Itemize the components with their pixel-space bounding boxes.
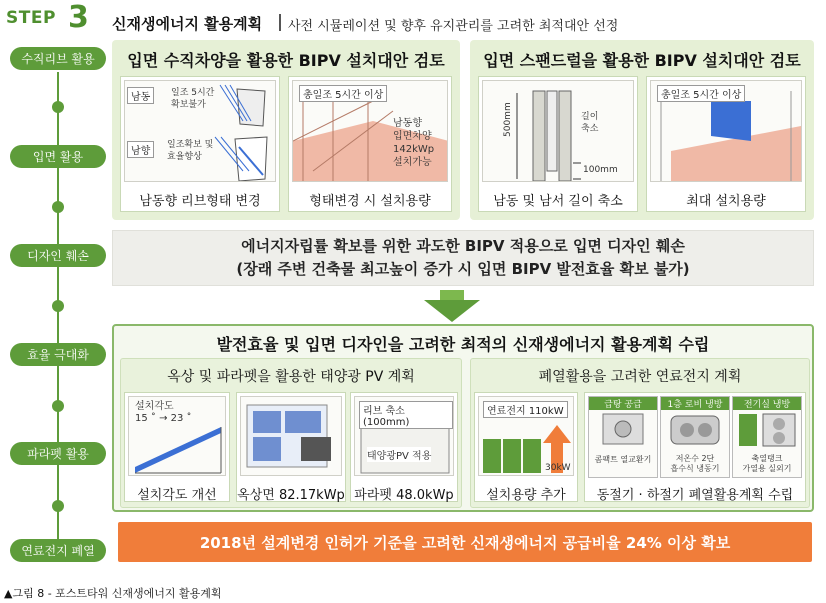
timeline-dot xyxy=(52,300,64,312)
timeline-dot xyxy=(52,500,64,512)
note-142kwp: 남동향 입면차양 142kWp 설치가능 xyxy=(393,118,435,168)
caption-max-capacity: 최대 설치용량 xyxy=(686,194,766,209)
item-desc: 축열탱크 가열용 실외기 xyxy=(742,454,792,473)
caption-fuelcell-capacity: 설치용량 추가 xyxy=(486,488,566,503)
outdoor-unit-icon xyxy=(733,410,801,450)
roof-diagram xyxy=(240,396,342,476)
waste-heat-item-lobby xyxy=(660,396,730,478)
shape-capacity-diagram xyxy=(292,80,448,182)
timeline-dot xyxy=(52,201,64,213)
waste-heat-item-hotwater xyxy=(588,396,658,478)
timeline-dot xyxy=(52,400,64,412)
spandrel-diagram xyxy=(482,80,634,182)
heat-exchanger-icon xyxy=(589,410,657,450)
fuelcell-plan-title: 폐열활용을 고려한 연료전지 계획 xyxy=(538,369,742,385)
tag-fuelcell-110kw: 연료전지 110kW xyxy=(483,401,568,418)
item-head: 전기실 냉방 xyxy=(733,397,801,410)
note-efficiency-gain: 일조확보 및 효율향상 xyxy=(167,140,214,162)
item-head: 1층 로비 냉방 xyxy=(661,397,729,410)
waste-heat-items xyxy=(588,396,802,478)
note-length-reduce: 길이 축소 xyxy=(581,112,599,134)
supply-ratio-bar: 2018년 설계변경 인허가 기준을 고려한 신재생에너지 공급비율 24% 이상 확보 xyxy=(118,522,812,562)
absorption-chiller-icon xyxy=(661,410,729,450)
timeline-step-design: 디자인 훼손 xyxy=(10,244,106,267)
caption-shape-capacity: 형태변경 시 설치용량 xyxy=(309,194,431,209)
tag-angle: 설치각도 15 ˚ → 23 ˚ xyxy=(135,401,192,424)
dim-500mm: 500mm xyxy=(503,102,513,137)
caption-angle: 설치각도 개선 xyxy=(137,488,217,503)
item-desc: 콤팩트 열교환기 xyxy=(594,455,652,464)
timeline-step-facade: 입면 활용 xyxy=(10,145,106,168)
timeline-step-efficiency: 효율 극대화 xyxy=(10,343,106,366)
tag-southeast: 남동 xyxy=(127,87,154,104)
timeline-dot xyxy=(52,101,64,113)
figure-caption: ▲그림 8 - 포스트타워 신재생에너지 활용계획 xyxy=(4,587,222,600)
timeline-step-rib: 수직리브 활용 xyxy=(10,47,106,70)
step-label: STEP xyxy=(6,8,56,28)
pv-plan-title: 옥상 및 파라펫을 활용한 태양광 PV 계획 xyxy=(167,369,415,385)
caption-rib-change: 남동향 리브형태 변경 xyxy=(139,194,261,209)
tag-south: 남향 xyxy=(127,141,154,158)
page-title: 신재생에너지 활용계획 xyxy=(112,15,263,33)
angle-diagram xyxy=(128,396,226,476)
panel-spandrel-title: 입면 스팬드럴을 활용한 BIPV 설치대안 검토 xyxy=(483,51,801,70)
tag-sunlight-5h-right: 총일조 5시간 이상 xyxy=(657,85,745,102)
label-30kw: 30kW xyxy=(545,463,571,473)
roof-illustration xyxy=(241,397,342,476)
page-subtitle: 사전 시뮬레이션 및 향후 유지관리를 고려한 최적대안 선정 xyxy=(288,19,619,34)
max-capacity-diagram xyxy=(650,80,802,182)
caption-length-reduce: 남동 및 남서 길이 축소 xyxy=(493,194,623,209)
caption-roof: 옥상면 82.17kWp xyxy=(237,488,345,503)
fuelcell-diagram xyxy=(478,396,574,476)
panel-vertical-louver-title: 입면 수직차양을 활용한 BIPV 설치대안 검토 xyxy=(127,51,445,70)
item-desc: 저온수 2단 흡수식 냉동기 xyxy=(670,454,720,473)
optimal-plan-title: 발전효율 및 입면 디자인을 고려한 최적의 신재생에너지 활용계획 수립 xyxy=(216,335,710,354)
note-sunlight-fail: 일조 5시간 확보불가 xyxy=(171,88,215,110)
timeline-step-fuelcell: 연료전지 폐열 xyxy=(10,539,106,562)
down-arrow-icon xyxy=(424,290,480,322)
rib-diagram xyxy=(124,80,276,182)
waste-heat-item-electric-room xyxy=(732,396,802,478)
label-pv-applied: 태양광PV 적용 xyxy=(367,447,431,462)
caption-parapet: 파라펫 48.0kWp xyxy=(354,488,454,503)
tag-sunlight-5h: 총일조 5시간 이상 xyxy=(299,85,387,102)
timeline-step-parapet: 파라펫 활용 xyxy=(10,442,106,465)
title-divider xyxy=(279,14,281,31)
item-head: 급탕 공급 xyxy=(589,397,657,410)
dim-100mm: 100mm xyxy=(583,165,618,175)
design-damage-line2: (장래 주변 건축물 최고높이 증가 시 입면 BIPV 발전효율 확보 불가) xyxy=(236,260,690,278)
tag-rib-reduce: 리브 축소(100mm) xyxy=(359,401,453,429)
parapet-diagram xyxy=(354,396,454,476)
step-number: 3 xyxy=(68,0,89,35)
design-damage-line1: 에너지자립률 확보를 위한 과도한 BIPV 적용으로 입면 디자인 훼손 xyxy=(241,237,685,255)
caption-waste-heat: 동절기 · 하절기 폐열활용계획 수립 xyxy=(596,488,794,503)
